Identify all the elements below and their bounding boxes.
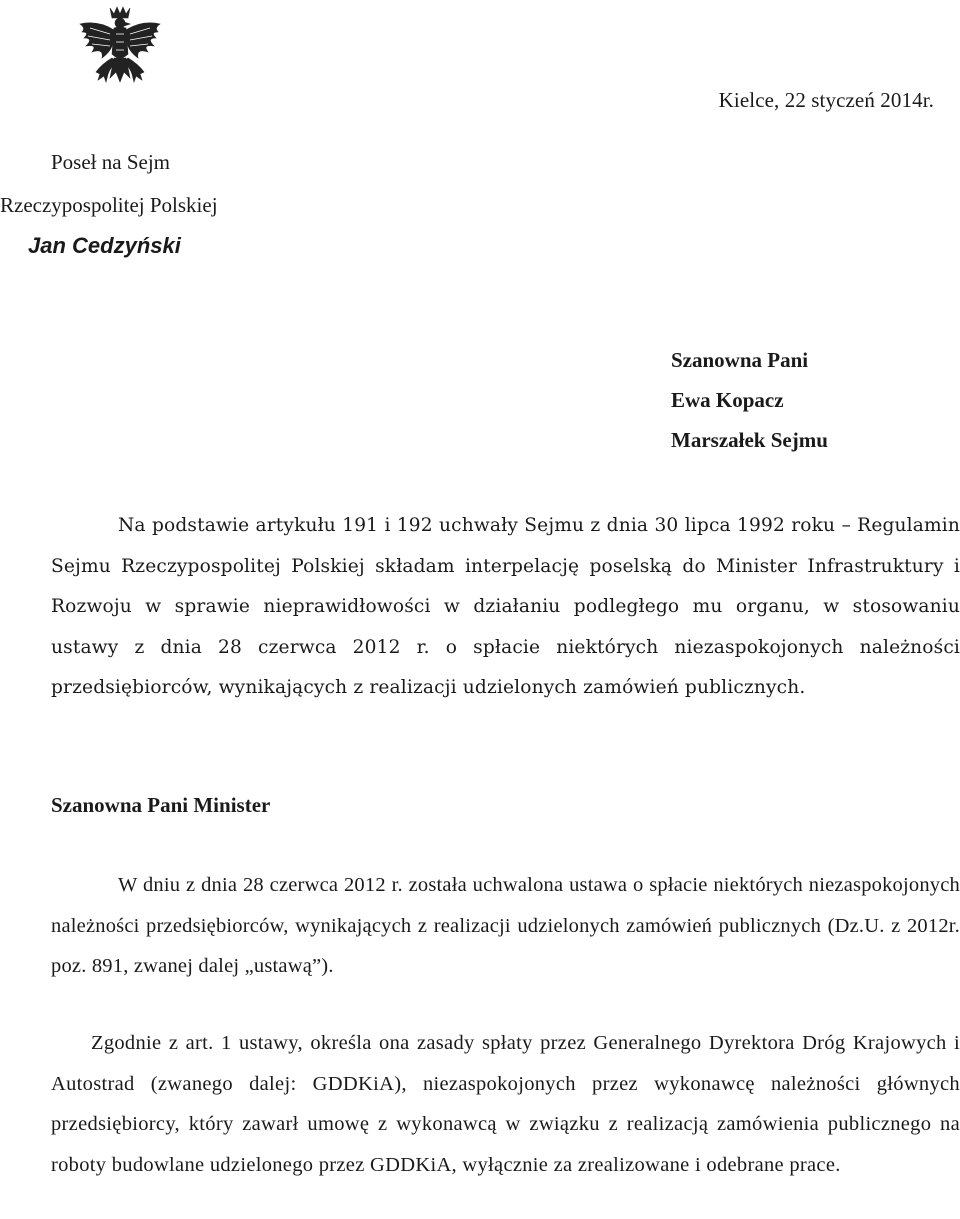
recipient-block [671, 340, 828, 460]
sender-name: Jan Cedzyński [28, 233, 181, 258]
sender-title-line1: Poseł na Sejm [51, 150, 170, 174]
interpellation-paragraph: Na podstawie artykułu 191 i 192 uchwały Sejmu z dnia 30 lipca 1992 roku – Regulamin Sejmu Rzeczypospolitej Polskiej składam interpelację poselską do Minister Infrastruktury i Rozwoju w sprawie nieprawidłowości w działaniu podległego mu organu, w stosowaniu ustawy z dnia 28 czerwca 2012 r. o spłacie niektórych niezaspokojonych należności przedsiębiorców, wynikających z realizacji udzielonych zamówień publicznych. [51, 515, 960, 698]
recipient-greeting: Szanowna Pani [671, 348, 809, 372]
sender-block [0, 148, 218, 260]
body-paragraph-2: W dniu z dnia 28 czerwca 2012 r. została uchwalona ustawa o spłacie niektórych niezaspokojonych należności przedsiębiorców, wynikających z realizacji udzielonych zamówień publicznych (Dz.U. z 2012r. poz. 891, zwanej dalej „ustawą”). [51, 874, 960, 977]
recipient-position: Marszałek Sejmu [671, 428, 828, 452]
polish-eagle-emblem-icon [70, 2, 170, 102]
salutation: Szanowna Pani Minister [51, 793, 271, 817]
letter-date: Kielce, 22 styczeń 2014r. [718, 88, 934, 112]
body-paragraph-3: Zgodnie z art. 1 ustawy, określa ona zasady spłaty przez Generalnego Dyrektora Dróg Krajowych i Autostrad (zwanego dalej: GDDKiA), niezaspokojonych przez wykonawcę należności głównych przedsiębiorcy, który zawarł umowę z wykonawcą w związku z realizacją zamówienia publicznego na roboty budowlane udzielonego przez GDDKiA, wyłącznie za zrealizowane i odebrane prace. [51, 1032, 960, 1176]
sender-title-line2: Rzeczypospolitej Polskiej [0, 193, 218, 217]
recipient-name: Ewa Kopacz [671, 388, 784, 412]
